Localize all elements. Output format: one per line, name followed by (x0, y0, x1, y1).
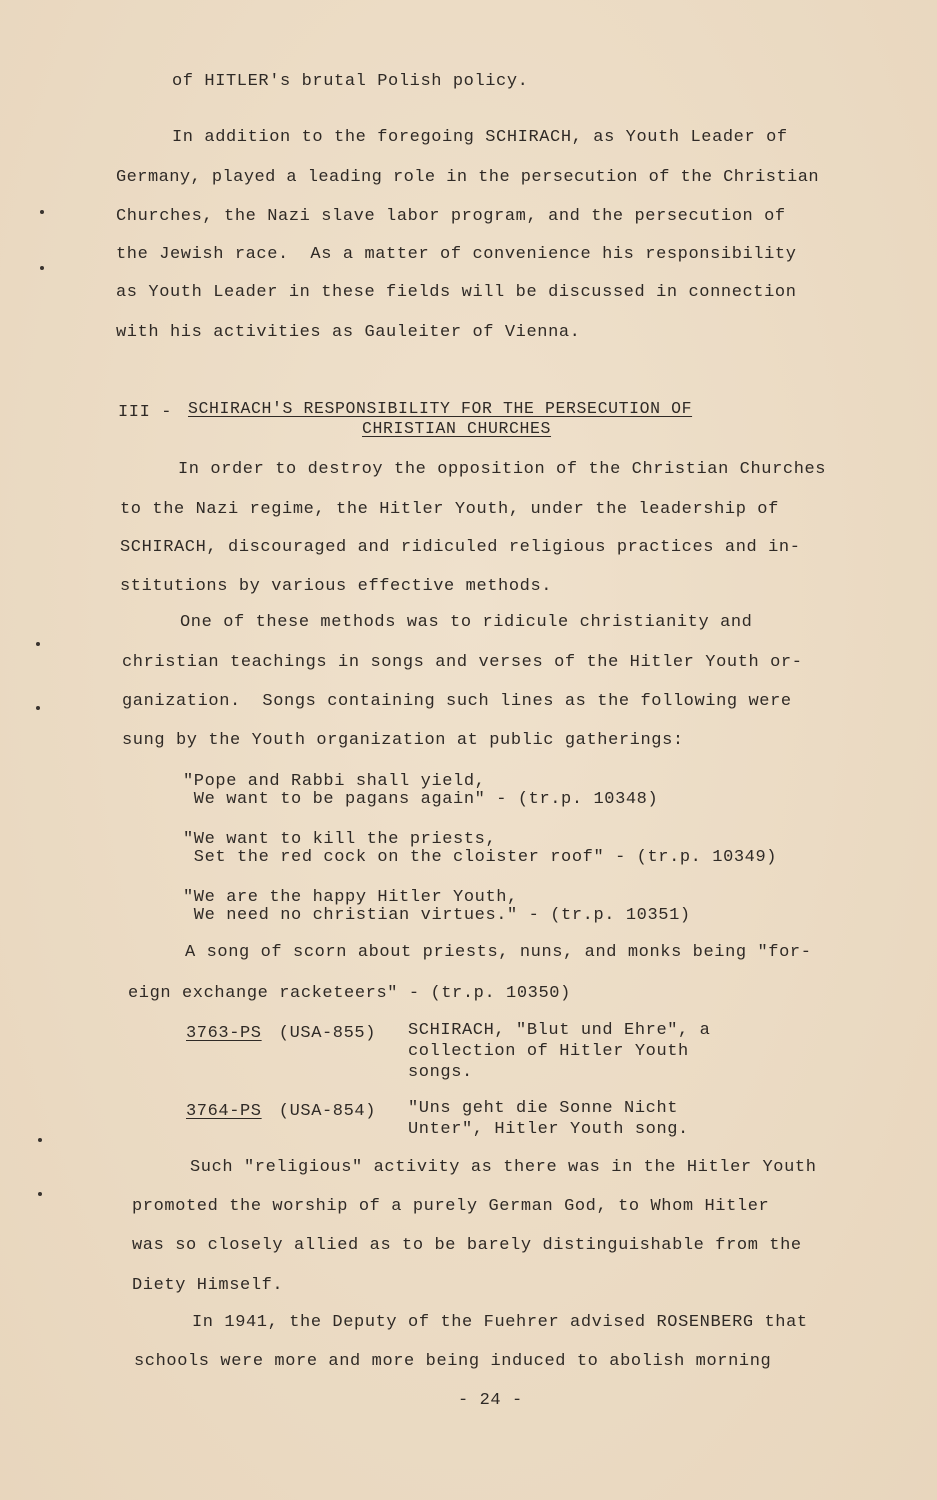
text-line: christian teachings in songs and verses of the Hitler Youth or- (122, 653, 803, 672)
punch-mark (36, 706, 40, 710)
text-line: Diety Himself. (132, 1276, 284, 1295)
text-line: Churches, the Nazi slave labor program, and the persecution of (116, 207, 786, 226)
exhibit-description: Unter", Hitler Youth song. (408, 1120, 689, 1139)
paragraph-start: Such "religious" activity as there was in the Hitler Youth (190, 1158, 817, 1177)
section-number: III - (118, 403, 183, 422)
exhibit-description: songs. (408, 1063, 473, 1082)
punch-mark (38, 1192, 42, 1196)
text-line: eign exchange racketeers" - (tr.p. 10350) (128, 984, 571, 1003)
text-line: stitutions by various effective methods. (120, 577, 553, 596)
exhibit-description: SCHIRACH, "Blut und Ehre", a (408, 1021, 711, 1040)
text-line: was so closely allied as to be barely distinguishable from the (132, 1236, 802, 1255)
paragraph-start: In addition to the foregoing SCHIRACH, as Youth Leader of (172, 128, 788, 147)
exhibit-id: 3763-PS (186, 1024, 262, 1043)
text-line: the Jewish race. As a matter of convenience his responsibility (116, 245, 797, 264)
punch-mark (38, 1138, 42, 1142)
text-line: of HITLER's brutal Polish policy. (172, 72, 529, 91)
paragraph-start: In order to destroy the opposition of the Christian Churches (178, 460, 827, 479)
exhibit-number: (USA-854) (268, 1102, 377, 1121)
page-number: - 24 - (458, 1391, 523, 1410)
text-line: SCHIRACH, discouraged and ridiculed religious practices and in- (120, 538, 801, 557)
text-line: ganization. Songs containing such lines as the following were (122, 692, 792, 711)
quote-line: We want to be pagans again" - (tr.p. 10348) (183, 790, 659, 809)
punch-mark (40, 266, 44, 270)
quote-line: Set the red cock on the cloister roof" - (tr.p. 10349) (183, 848, 778, 867)
text-line: as Youth Leader in these fields will be discussed in connection (116, 283, 797, 302)
quote-line: We need no christian virtues." - (tr.p. 10351) (183, 906, 691, 925)
exhibit-id: 3764-PS (186, 1102, 262, 1121)
paragraph-start: One of these methods was to ridicule christianity and (180, 613, 753, 632)
exhibit-description: "Uns geht die Sonne Nicht (408, 1099, 679, 1118)
text-line: sung by the Youth organization at public gatherings: (122, 731, 684, 750)
punch-mark (40, 210, 44, 214)
text-line: with his activities as Gauleiter of Vienna. (116, 323, 581, 342)
text-line: to the Nazi regime, the Hitler Youth, under the leadership of (120, 500, 779, 519)
exhibit-description: collection of Hitler Youth (408, 1042, 689, 1061)
text-line: promoted the worship of a purely German God, to Whom Hitler (132, 1197, 770, 1216)
quote-line: "We want to kill the priests, (183, 830, 497, 849)
paragraph-start: A song of scorn about priests, nuns, and monks being "for- (185, 943, 812, 962)
quote-line: "Pope and Rabbi shall yield, (183, 772, 486, 791)
exhibit-number: (USA-855) (268, 1024, 377, 1043)
paragraph-start: In 1941, the Deputy of the Fuehrer advised ROSENBERG that (192, 1313, 808, 1332)
text-line: Germany, played a leading role in the persecution of the Christian (116, 168, 820, 187)
quote-line: "We are the happy Hitler Youth, (183, 888, 518, 907)
punch-mark (36, 642, 40, 646)
section-heading: SCHIRACH'S RESPONSIBILITY FOR THE PERSECUTION OF (188, 399, 693, 418)
text-line: schools were more and more being induced to abolish morning (134, 1352, 772, 1371)
section-heading-continued: CHRISTIAN CHURCHES (362, 419, 552, 438)
